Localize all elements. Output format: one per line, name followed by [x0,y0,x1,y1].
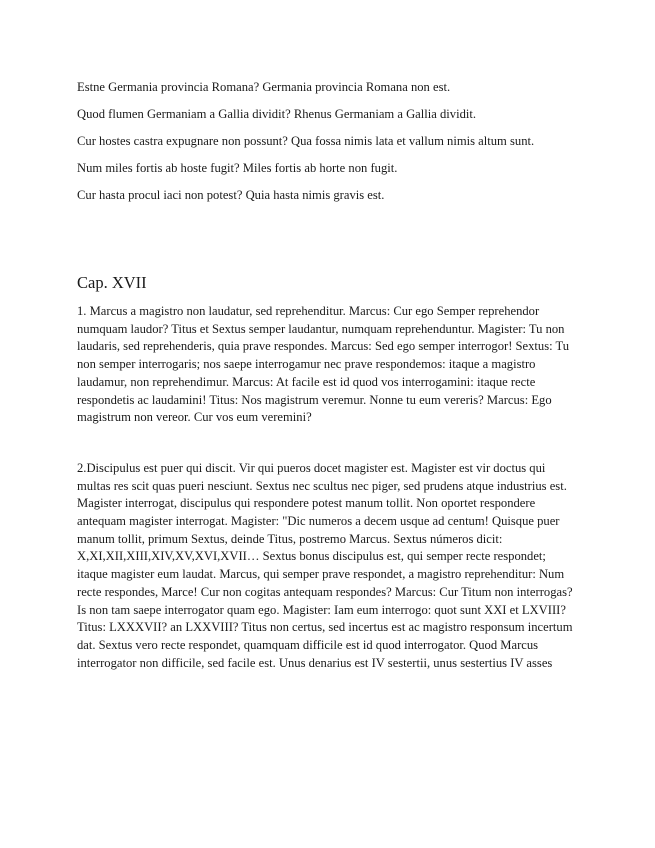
document-page [77,78,577,672]
section-spacer [77,213,577,273]
question-answer-line: Cur hostes castra expugnare non possunt? Qua fossa nimis lata et vallum nimis altum sunt. [77,134,535,148]
paragraph-spacer [77,427,577,460]
question-answer-line: Cur hasta procul iaci non potest? Quia hasta nimis gravis est. [77,188,385,202]
question-answer-line: Quod flumen Germaniam a Gallia dividit? Rhenus Germaniam a Gallia dividit. [77,107,477,121]
chapter-heading: Cap. XVII [77,273,147,292]
paragraph-1: 1. Marcus a magistro non laudatur, sed reprehenditur. Marcus: Cur ego Semper reprehendor numquam laudor? Titus et Sextus semper laudantur, numquam reprehenduntur. Magister: Tu non laudaris, sed reprehenderis, quia prave respondes. Marcus: Sed ego semper interrogor! Sextus: Tu non semper interrogaris; nos saepe interrogamur nec prave respondemos: itaque a magistro laudamur, non reprehendimur. Marcus: At facile est id quod vos interrogamini: itaque recte respondetis ac laudamini! Titus: Nos magistrum veremur. Nonne tu eum vereris? Marcus: Ego magistrum non vereor. Cur vos eum veremini? [77,304,570,425]
paragraph-2: 2.Discipulus est puer qui discit. Vir qui pueros docet magister est. Magister est vir doctus qui multas res scit quas pueri nesciunt. Sextus nec scultus nec piger, sed prudens atque industrius est. Magister interrogat, discipulus qui respondere potest manum tollit. Non oportet respondere antequam magister interrogat. Magister: "Dic numeros a decem usque ad centum! Quisque puer manum tollit, primum Sextus, deinde Titus, postremo Marcus. Sextus números dicit: X,XI,XII,XIII,XIV,XV,XVI,XVII… Sextus bonus discipulus est, qui semper recte respondet; itaque magister eum laudat. Marcus, qui semper prave respondet, a magistro reprehenditur: Num recte respondes, Marce! Cur non cogitas antequam respondes? Marcus: Cur Titum non interrogas? Is non tam saepe interrogator quam ego. Magister: Iam eum interrogo: quot sunt XXI et LXVIII? Titus: LXXXVII? an LXXVIII? Titus non certus, sed incertus est ac magistro responsum incertum dat. Sextus vero recte respondet, quamquam difficile est id quod interrogator. Quod Marcus interrogator non difficile, sed facile est. Unus denarius est IV sestertii, unus sestertius IV asses [77,460,573,670]
question-answer-line: Estne Germania provincia Romana? Germania provincia Romana non est. [77,80,451,94]
question-answer-line: Num miles fortis ab hoste fugit? Miles fortis ab horte non fugit. [77,161,398,175]
